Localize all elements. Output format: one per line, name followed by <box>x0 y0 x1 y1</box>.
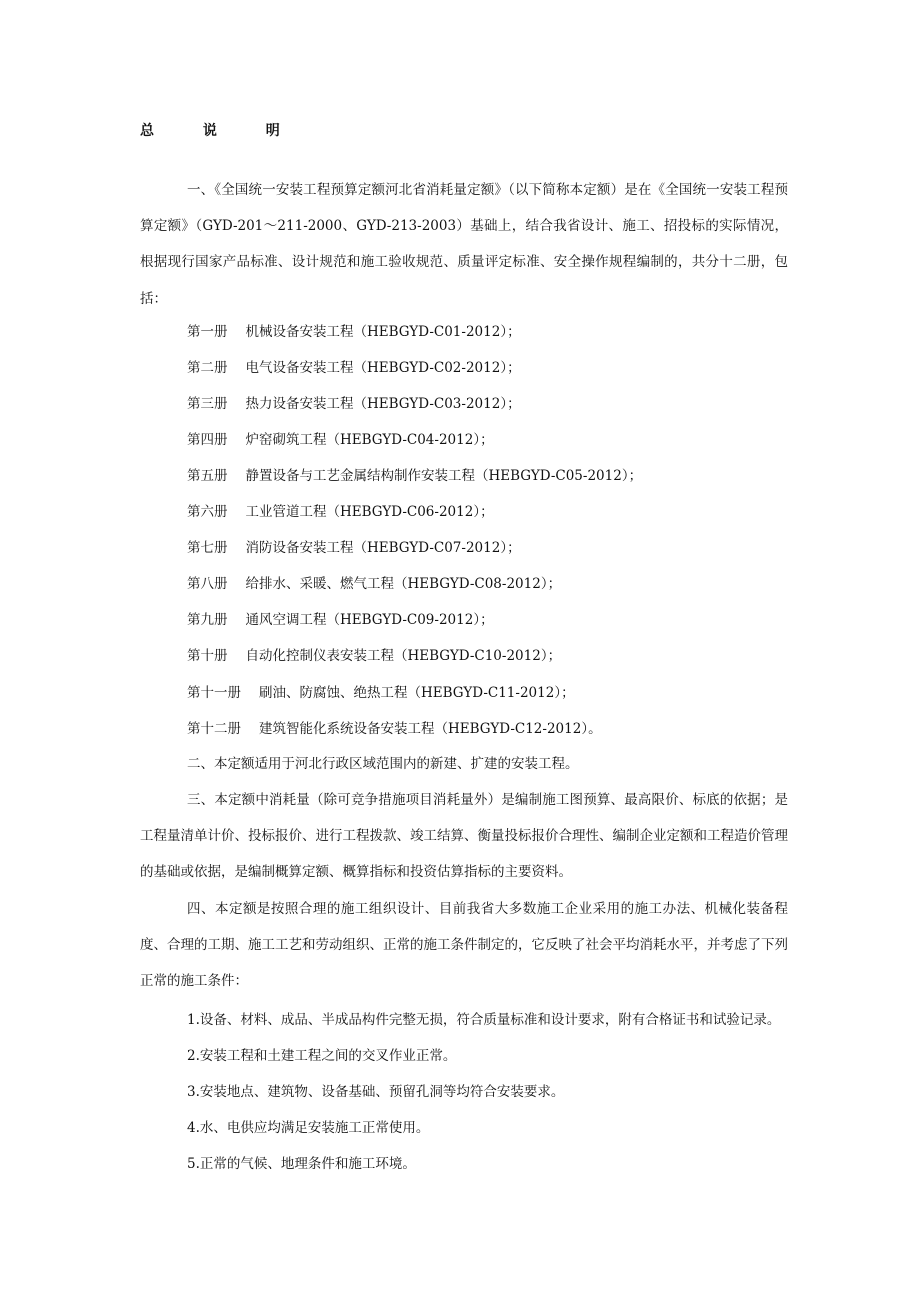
book-text: 电气设备安装工程（HEBGYD-C02-2012）； <box>245 360 521 376</box>
book-number: 第六册 <box>187 504 228 520</box>
basis-paragraph: 四、本定额是按照合理的施工组织设计、目前我省大多数施工企业采用的施工办法、机械化装备程度、合理的工期、施工工艺和劳动组织、正常的施工条件制定的，它反映了社会平均消耗水平，并考虑了下列正常的施工条件： <box>140 901 788 990</box>
book-text: 自动化控制仪表安装工程（HEBGYD-C10-2012）； <box>245 648 562 664</box>
book-text: 炉窑砌筑工程（HEBGYD-C04-2012）； <box>245 432 494 448</box>
book-text: 机械设备安装工程（HEBGYD-C01-2012）； <box>245 324 521 340</box>
book-item <box>187 430 494 450</box>
scope-paragraph: 二、本定额适用于河北行政区域范围内的新建、扩建的安装工程。 <box>187 756 579 772</box>
condition-item: 1.设备、材料、成品、半成品构件完整无损，符合质量标准和设计要求，附有合格证书和试验记录。 <box>187 1012 781 1028</box>
book-number: 第九册 <box>187 612 228 628</box>
book-item <box>187 610 494 630</box>
book-item <box>187 574 561 594</box>
book-text: 热力设备安装工程（HEBGYD-C03-2012）； <box>245 396 521 412</box>
condition-item: 5.正常的气候、地理条件和施工环境。 <box>187 1156 416 1172</box>
condition-item: 4.水、电供应均满足安装施工正常使用。 <box>187 1120 430 1136</box>
book-item <box>187 646 561 666</box>
book-text: 消防设备安装工程（HEBGYD-C07-2012）； <box>245 540 521 556</box>
book-number: 第一册 <box>187 324 228 340</box>
book-item <box>187 394 521 414</box>
book-text: 静置设备与工艺金属结构制作安装工程（HEBGYD-C05-2012）； <box>245 468 643 484</box>
book-number: 第二册 <box>187 360 228 376</box>
book-item <box>187 502 494 522</box>
consumption-paragraph: 三、本定额中消耗量（除可竞争措施项目消耗量外）是编制施工图预算、最高限价、标底的依据；是工程量清单计价、投标报价、进行工程拨款、竣工结算、衡量投标报价合理性、编制企业定额和工程造价管理的基础或依据，是编制概算定额、概算指标和投资估算指标的主要资料。 <box>140 792 788 881</box>
book-number: 第四册 <box>187 432 228 448</box>
book-item <box>187 466 642 486</box>
book-item <box>187 719 602 739</box>
document-title: 总 说 明 <box>140 123 302 139</box>
book-item <box>187 322 521 342</box>
condition-item: 2.安装工程和土建工程之间的交叉作业正常。 <box>187 1048 457 1064</box>
condition-item: 3.安装地点、建筑物、设备基础、预留孔洞等均符合安装要求。 <box>187 1084 565 1100</box>
intro-paragraph: 一、《全国统一安装工程预算定额河北省消耗量定额》（以下简称本定额）是在《全国统一安装工程预算定额》（GYD-201～211-2000、GYD-213-2003）基础上，结合我省设计、施工、招投标的实际情况，根据现行国家产品标准、设计规范和施工验收规范、质量评定标准、安全操作规程编制的，共分十二册，包括： <box>140 182 788 307</box>
book-number: 第三册 <box>187 396 228 412</box>
book-number: 第五册 <box>187 468 228 484</box>
book-item <box>187 538 521 558</box>
book-item <box>187 683 575 703</box>
book-number: 第七册 <box>187 540 228 556</box>
book-text: 建筑智能化系统设备安装工程（HEBGYD-C12-2012）。 <box>259 721 602 737</box>
book-text: 刷油、防腐蚀、绝热工程（HEBGYD-C11-2012）； <box>259 685 575 701</box>
book-number: 第十一册 <box>187 685 241 701</box>
book-text: 工业管道工程（HEBGYD-C06-2012）； <box>245 504 494 520</box>
book-text: 通风空调工程（HEBGYD-C09-2012）； <box>245 612 494 628</box>
book-number: 第八册 <box>187 576 228 592</box>
book-number: 第十二册 <box>187 721 241 737</box>
book-text: 给排水、采暖、燃气工程（HEBGYD-C08-2012）； <box>245 576 562 592</box>
book-number: 第十册 <box>187 648 228 664</box>
book-item <box>187 358 521 378</box>
